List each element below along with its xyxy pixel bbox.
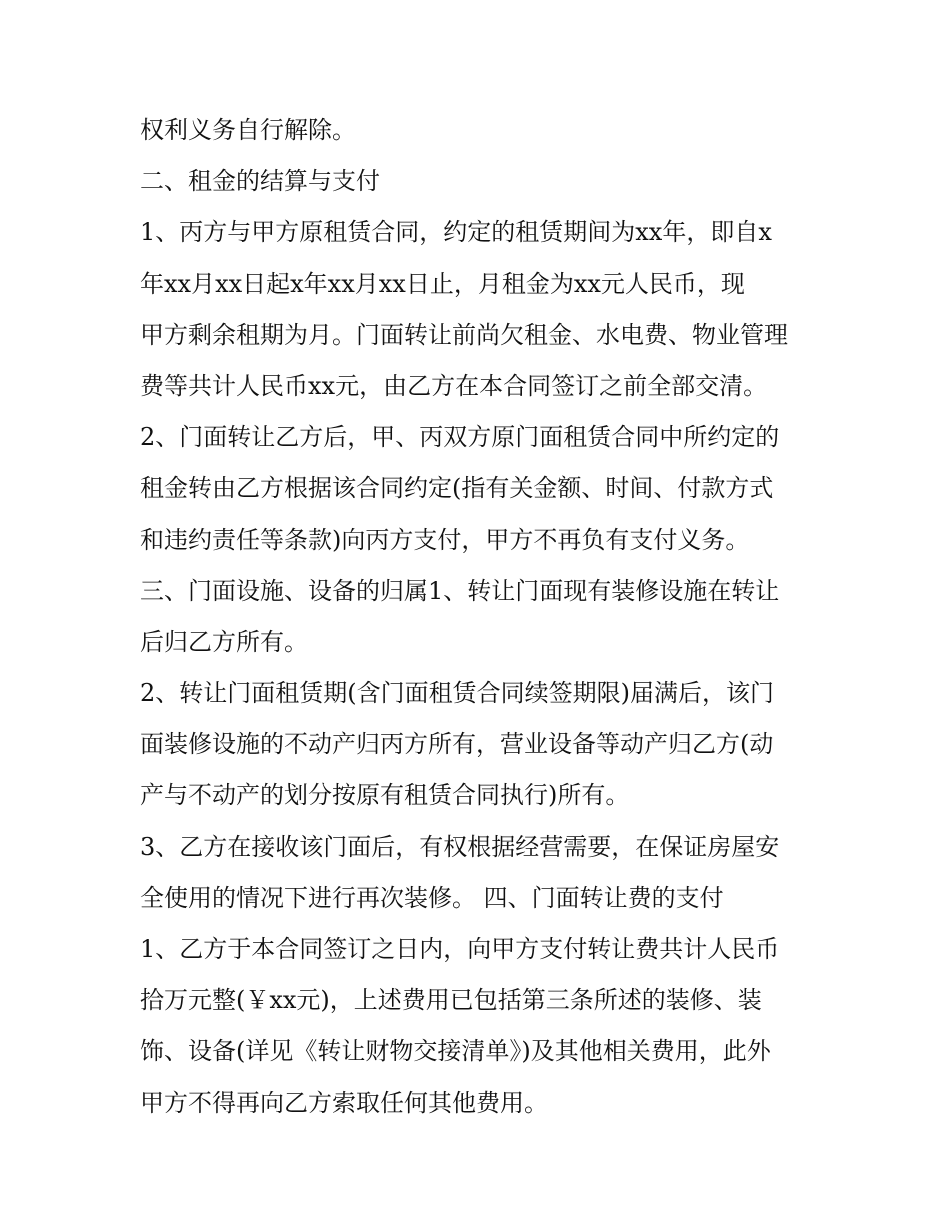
text-line: 面装修设施的不动产归丙方所有，营业设备等动产归乙方(动 xyxy=(140,730,774,759)
text-line: 甲方剩余租期为月。门面转让前尚欠租金、水电费、物业管理 xyxy=(140,320,788,349)
text-line: 和违约责任等条款)向丙方支付，甲方不再负有支付义务。 xyxy=(140,525,750,554)
text-line: 3、乙方在接收该门面后，有权根据经营需要，在保证房屋安 xyxy=(140,832,780,861)
text-line: 权利义务自行解除。 xyxy=(140,116,356,144)
text-line: 2、转让门面租赁期(含门面租赁合同续签期限)届满后，该门 xyxy=(140,679,774,708)
text-line: 费等共计人民币xx元，由乙方在本合同签订之前全部交清。 xyxy=(140,371,768,400)
section-heading: 二、租金的结算与支付 xyxy=(140,167,380,196)
text-line: 1、乙方于本合同签订之日内，向甲方支付转让费共计人民币 xyxy=(140,935,780,963)
text-line: 甲方不得再向乙方索取任何其他费用。 xyxy=(140,1088,548,1117)
section-heading: 全使用的情况下进行再次装修。 四、门面转让费的支付 xyxy=(140,883,724,912)
text-line: 租金转由乙方根据该合同约定(指有关金额、时间、付款方式 xyxy=(140,474,774,503)
text-line: 年xx月xx日起x年xx月xx日止，月租金为xx元人民币，现 xyxy=(140,269,745,298)
text-line: 拾万元整(￥xx元)，上述费用已包括第三条所述的装修、装 xyxy=(140,986,762,1015)
section-heading: 三、门面设施、设备的归属1、转让门面现有装修设施在转让 xyxy=(140,576,780,605)
text-line: 2、门面转让乙方后，甲、丙双方原门面租赁合同中所约定的 xyxy=(140,423,780,452)
text-line: 产与不动产的划分按原有租赁合同执行)所有。 xyxy=(140,781,630,810)
document-body xyxy=(140,105,830,1129)
text-line: 1、丙方与甲方原租赁合同，约定的租赁期间为xx年，即自x xyxy=(140,218,772,247)
text-line: 后归乙方所有。 xyxy=(140,627,308,656)
text-line: 饰、设备(详见《转让财物交接清单》)及其他相关费用，此外 xyxy=(140,1037,771,1066)
